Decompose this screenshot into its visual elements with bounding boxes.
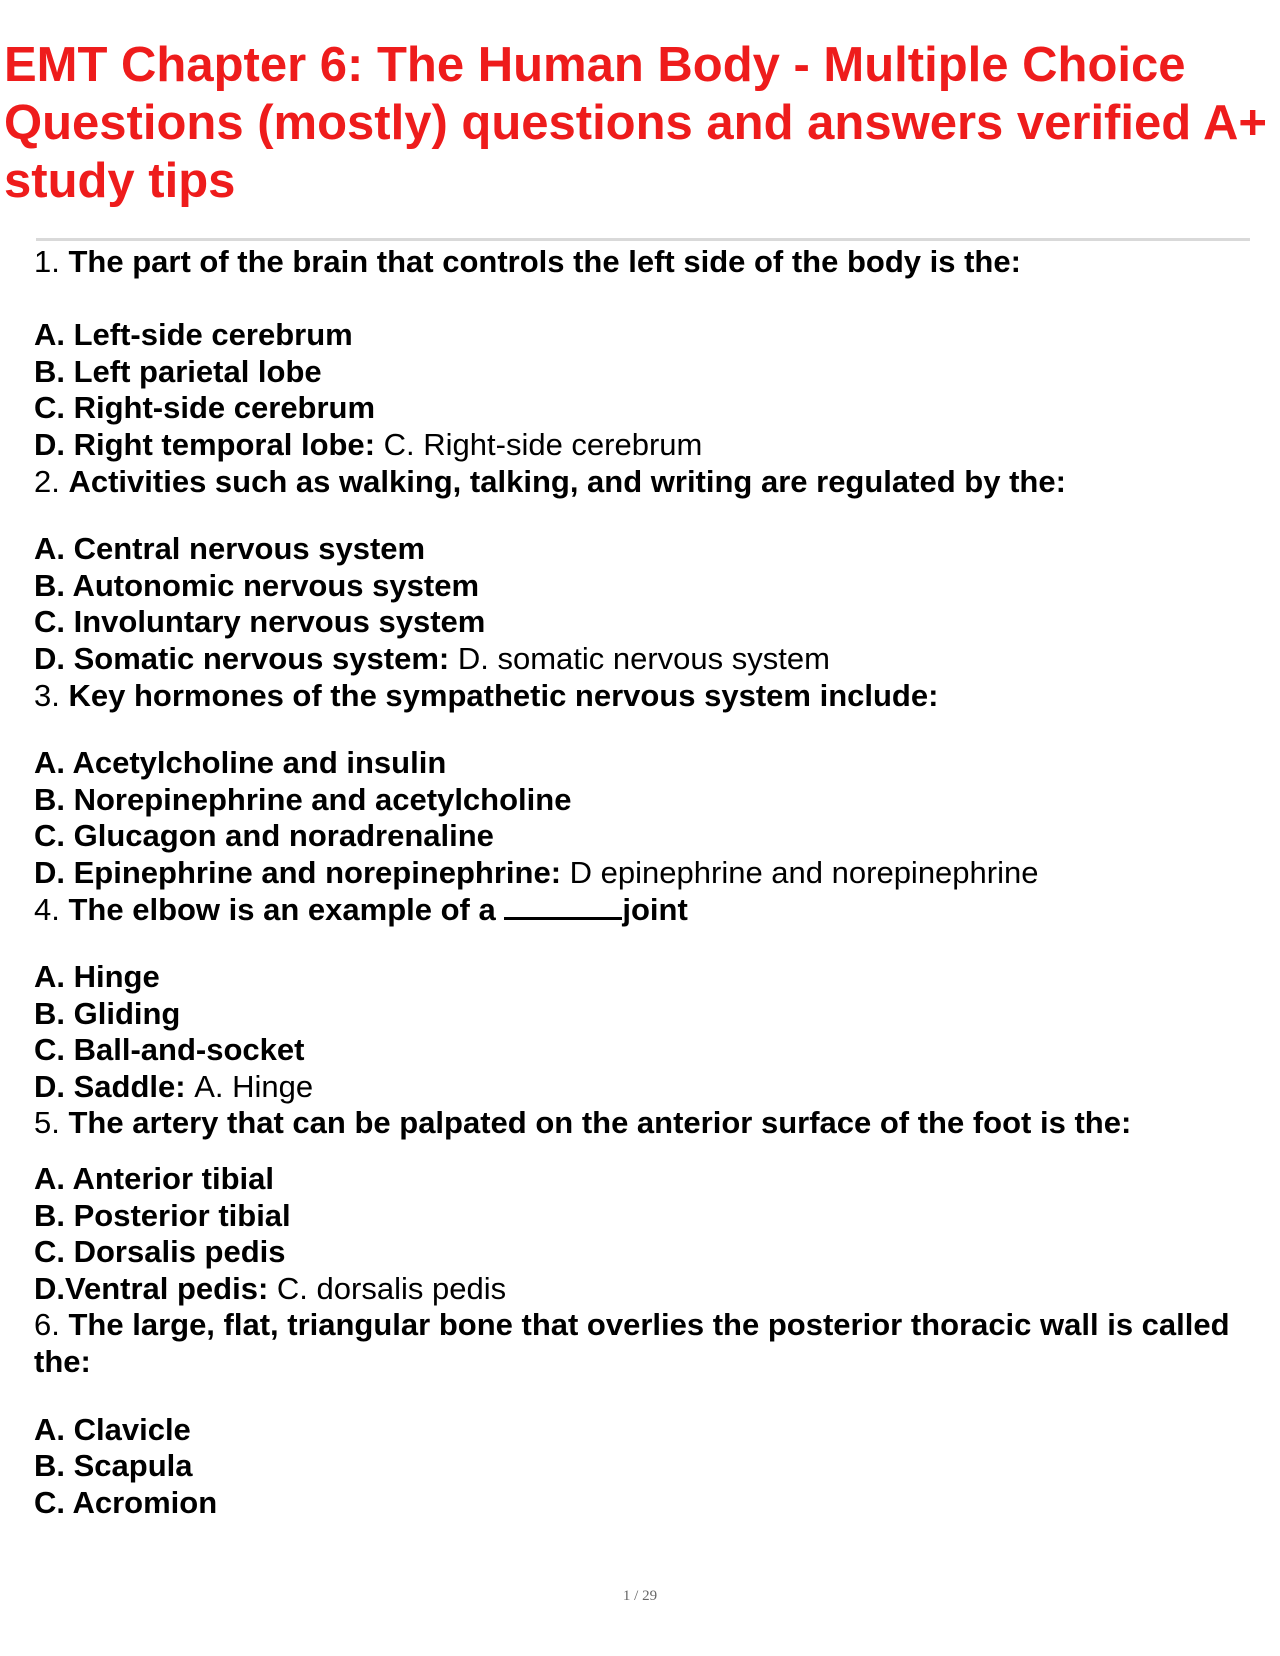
option-d-with-answer: [34, 855, 1260, 892]
answer-text: A. Hinge: [194, 1068, 314, 1104]
option-d: D. Saddle: [34, 1068, 176, 1104]
question-number: 3.: [34, 677, 60, 713]
option-d: D. Somatic nervous system: [34, 640, 439, 676]
question-2: [34, 464, 1260, 501]
question-number: 2.: [34, 463, 60, 499]
answer-separator: :: [257, 1270, 269, 1306]
option-b: B. Norepinephrine and acetylcholine: [34, 781, 572, 817]
question-number: 6.: [34, 1307, 60, 1343]
question-1: [34, 244, 1260, 281]
answer-separator: :: [175, 1068, 186, 1104]
option-a: A. Left-side cerebrum: [34, 317, 353, 353]
fill-in-blank: [504, 893, 622, 920]
option-c: C. Glucagon and noradrenaline: [34, 818, 494, 854]
answer-separator: :: [550, 854, 562, 890]
option-d-with-answer: [34, 641, 1260, 678]
question-text: The part of the brain that controls the left side of the body is the:: [68, 244, 1021, 279]
question-number: 4.: [34, 891, 60, 927]
question-spacer: [34, 714, 1260, 745]
answer-text: D. somatic nervous system: [457, 640, 830, 676]
option-a: A. Hinge: [34, 959, 160, 995]
option-b: B. Posterior tibial: [34, 1197, 291, 1233]
answer-separator: :: [364, 426, 376, 462]
answer-text: D epinephrine and norepinephrine: [569, 854, 1039, 890]
answer-text: C. Right-side cerebrum: [383, 426, 703, 462]
option-a: A. Acetylcholine and insulin: [34, 745, 447, 781]
option-d-with-answer: [34, 1271, 1260, 1308]
option-a: A. Clavicle: [34, 1411, 191, 1447]
page-indicator: 1 / 29: [622, 1588, 658, 1604]
question-spacer: [34, 928, 1260, 959]
question-6: [34, 1307, 1260, 1380]
title-divider: [36, 238, 1250, 241]
question-text: The artery that can be palpated on the anterior surface of the foot is the:: [68, 1105, 1132, 1141]
answer-separator: :: [438, 640, 450, 676]
option-b: B. Left parietal lobe: [34, 353, 322, 389]
option-b: B. Scapula: [34, 1448, 193, 1484]
question-spacer: [34, 500, 1260, 531]
option-d: D. Right temporal lobe: [34, 426, 365, 462]
option-c: C. Right-side cerebrum: [34, 390, 376, 426]
question-text: The large, flat, triangular bone that overlies the posterior thoracic wall is called the:: [34, 1307, 1230, 1380]
option-a: A. Central nervous system: [34, 531, 426, 567]
question-text: Activities such as walking, talking, and writing are regulated by the:: [68, 463, 1066, 499]
option-c: C. Ball-and-socket: [34, 1032, 305, 1068]
option-b: B. Autonomic nervous system: [34, 567, 480, 603]
question-list: [34, 244, 1260, 1521]
question-5: [34, 1105, 1260, 1142]
option-d-with-answer: [34, 427, 1260, 464]
document-title: EMT Chapter 6: The Human Body - Multiple Choice Questions (mostly) questions and answers verified A+ study tips: [4, 38, 1267, 208]
question-text: Key hormones of the sympathetic nervous system include:: [68, 677, 939, 713]
question-4: [34, 892, 1260, 929]
option-a: A. Anterior tibial: [34, 1161, 274, 1197]
option-b: B. Gliding: [34, 995, 181, 1031]
option-c: C. Dorsalis pedis: [34, 1234, 286, 1270]
option-c: C. Involuntary nervous system: [34, 604, 486, 640]
question-text: The elbow is an example of a: [68, 891, 496, 927]
question-spacer: [34, 1142, 1260, 1161]
answer-text: C. dorsalis pedis: [276, 1270, 507, 1306]
question-text-after-blank: joint: [622, 891, 688, 927]
question-number: 5.: [34, 1105, 60, 1141]
question-3: [34, 678, 1260, 715]
option-d-with-answer: [34, 1069, 1260, 1106]
question-spacer: [34, 281, 1260, 318]
option-d: D. Epinephrine and norepinephrine: [34, 854, 551, 890]
option-d: D.Ventral pedis: [34, 1270, 258, 1306]
question-spacer: [34, 1381, 1260, 1412]
question-number: 1.: [34, 244, 60, 279]
option-c: C. Acromion: [34, 1484, 218, 1520]
